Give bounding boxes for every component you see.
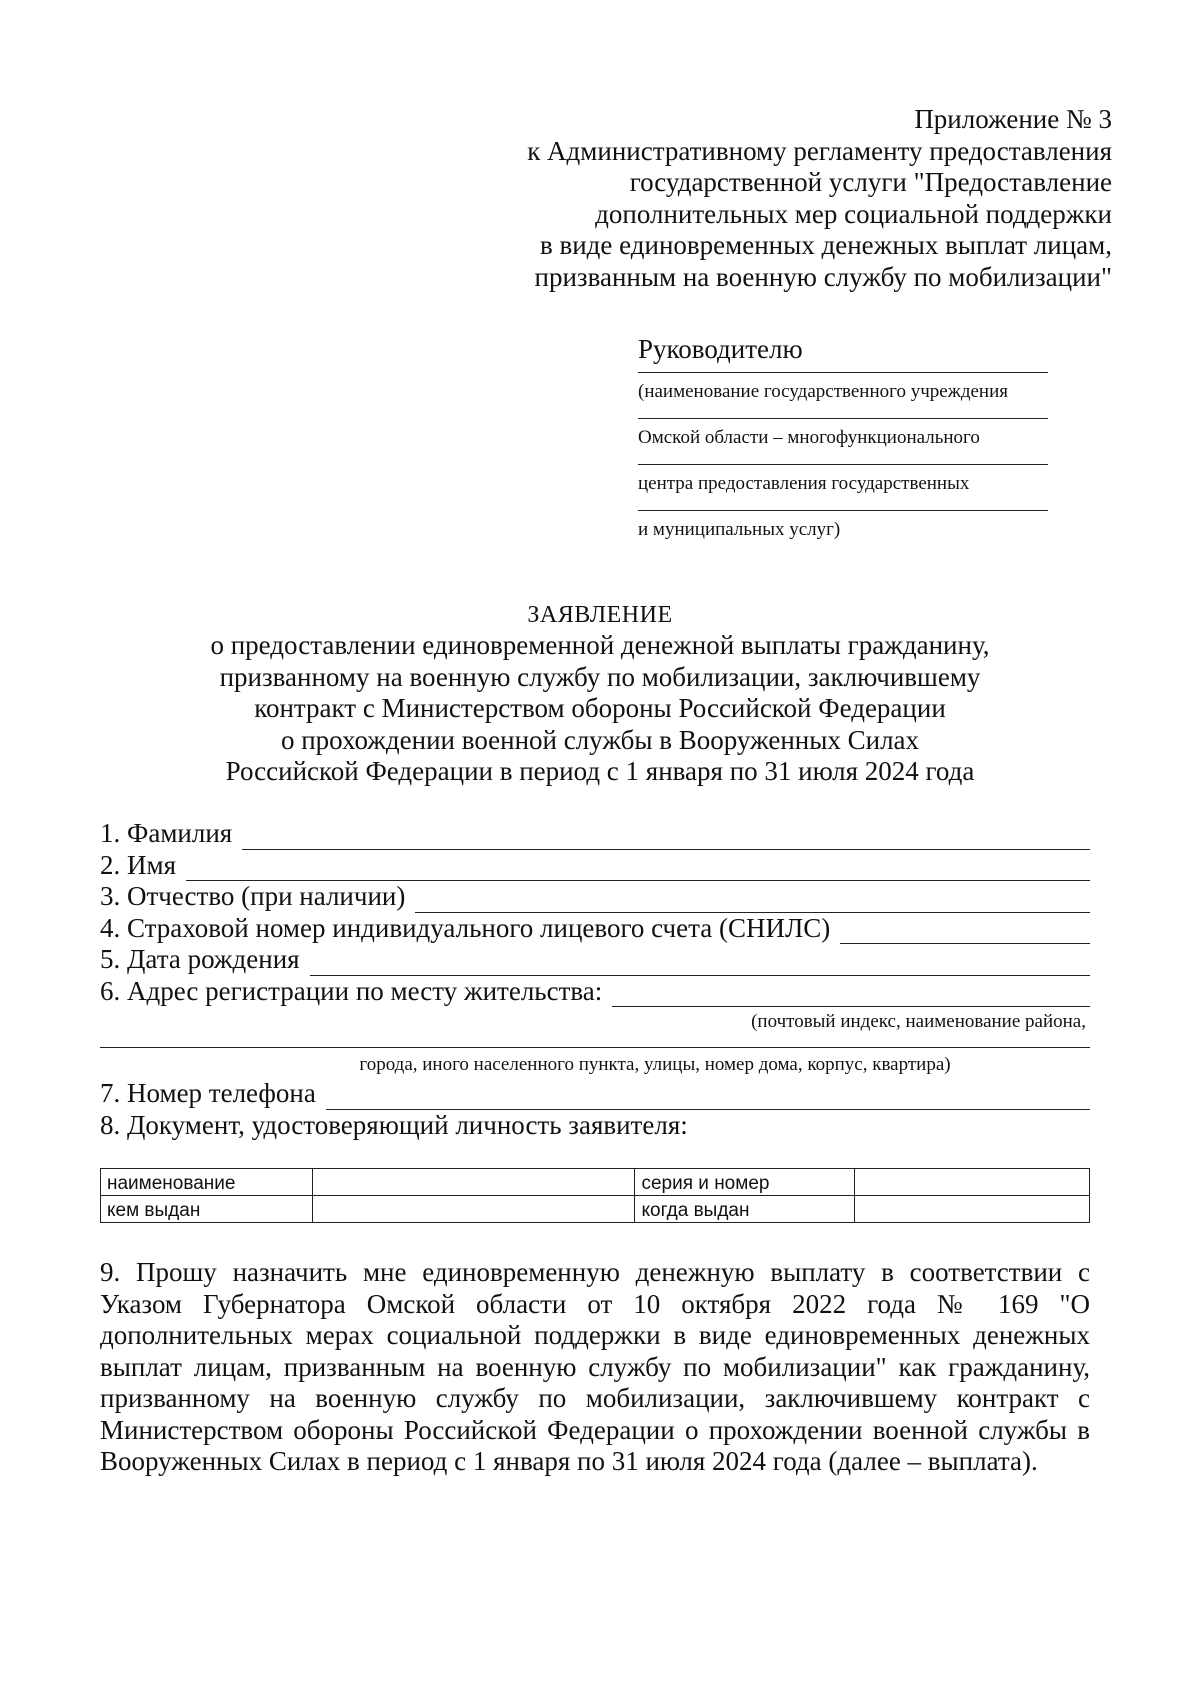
surname-input[interactable]: [242, 825, 1090, 850]
addressee-title: Руководителю: [638, 334, 803, 364]
doc-issued-date-input[interactable]: [855, 1196, 1090, 1223]
address-label: 6. Адрес регистрации по месту жительства:: [100, 975, 603, 1006]
snils-field: [100, 913, 1090, 945]
address-hint-1: (почтовый индекс, наименование района,: [751, 1011, 1086, 1032]
snils-input[interactable]: [840, 919, 1090, 944]
patronymic-input[interactable]: [415, 888, 1090, 913]
addressee-block: [638, 372, 1048, 548]
table-row: [101, 1169, 1090, 1196]
birth-date-field: [100, 944, 1090, 976]
address-input-line-2[interactable]: [100, 1035, 1090, 1048]
id-document-field: [100, 1110, 1090, 1142]
birth-date-input[interactable]: [310, 951, 1090, 976]
appendix-line: к Административному регламенту предоставления: [527, 135, 1112, 166]
addressee-line[interactable]: (наименование государственного учреждения: [638, 372, 1048, 410]
phone-label: 7. Номер телефона: [100, 1078, 316, 1108]
address-field: [100, 976, 1090, 1008]
surname-field: [100, 818, 1090, 850]
heading-line: призванному на военную службу по мобилизации, заключившему: [219, 661, 981, 692]
name-field: [100, 850, 1090, 882]
patronymic-field: [100, 881, 1090, 913]
doc-name-input[interactable]: [312, 1169, 635, 1196]
appendix-line: призванным на военную службу по мобилизации": [534, 261, 1112, 292]
heading-line: Российской Федерации в период с 1 января по 31 июля 2024 года: [225, 756, 975, 786]
doc-name-label: наименование: [101, 1169, 313, 1196]
appendix-header: [412, 104, 1112, 293]
name-label: 2. Имя: [100, 849, 177, 880]
heading-line: о прохождении военной службы в Вооруженных Силах: [280, 724, 920, 755]
phone-field: [100, 1078, 1090, 1110]
appendix-line: дополнительных мер социальной поддержки: [595, 198, 1112, 229]
doc-issued-by-input[interactable]: [312, 1196, 635, 1223]
table-row: [101, 1196, 1090, 1223]
addressee-line[interactable]: Омской области – многофункционального: [638, 418, 1048, 456]
address-input[interactable]: [612, 982, 1090, 1007]
patronymic-label: 3. Отчество (при наличии): [100, 881, 406, 911]
appendix-line: Приложение № 3: [914, 104, 1112, 134]
doc-issued-by-label: кем выдан: [101, 1196, 313, 1223]
addressee-line[interactable]: центра предоставления государственных: [638, 464, 1048, 502]
surname-label: 1. Фамилия: [100, 818, 233, 848]
address-hint-2: города, иного населенного пункта, улицы, номер дома, корпус, квартира): [359, 1054, 951, 1075]
id-document-table: [100, 1168, 1090, 1223]
document-title: ЗАЯВЛЕНИЕ: [527, 602, 673, 628]
heading-line: контракт с Министерством обороны Российской Федерации: [254, 693, 946, 723]
heading-line: о предоставлении единовременной денежной выплаты гражданину,: [210, 630, 990, 660]
phone-input[interactable]: [326, 1085, 1090, 1110]
snils-label: 4. Страховой номер индивидуального лицевого счета (СНИЛС): [100, 912, 831, 943]
doc-series-label: серия и номер: [635, 1169, 855, 1196]
name-input[interactable]: [186, 856, 1090, 881]
doc-series-input[interactable]: [855, 1169, 1090, 1196]
birth-date-label: 5. Дата рождения: [100, 944, 300, 974]
doc-issued-date-label: когда выдан: [635, 1196, 855, 1223]
request-paragraph: 9. Прошу назначить мне единовременную денежную выплату в соответствии с Указом Губернатора Омской области от 10 октября 2022 года № 169 "О дополнительных мерах социальной поддержки в виде единовременных денежных выплат лицам, призванным на военную службу по мобилизации" как гражданину, призванному на военную службу по мобилизации, заключившему контракт с Министерством обороны Российской Федерации о прохождении военной службы в Вооруженных Силах в период с 1 января по 31 июля 2024 года (далее – выплата).: [100, 1257, 1090, 1476]
appendix-line: в виде единовременных денежных выплат лицам,: [539, 230, 1112, 260]
appendix-line: государственной услуги "Предоставление: [629, 167, 1112, 197]
id-document-label: 8. Документ, удостоверяющий личность заявителя:: [100, 1109, 688, 1140]
addressee-line[interactable]: и муниципальных услуг): [638, 510, 1048, 548]
applicant-form: [100, 818, 1090, 1141]
document-heading: [100, 600, 1100, 788]
